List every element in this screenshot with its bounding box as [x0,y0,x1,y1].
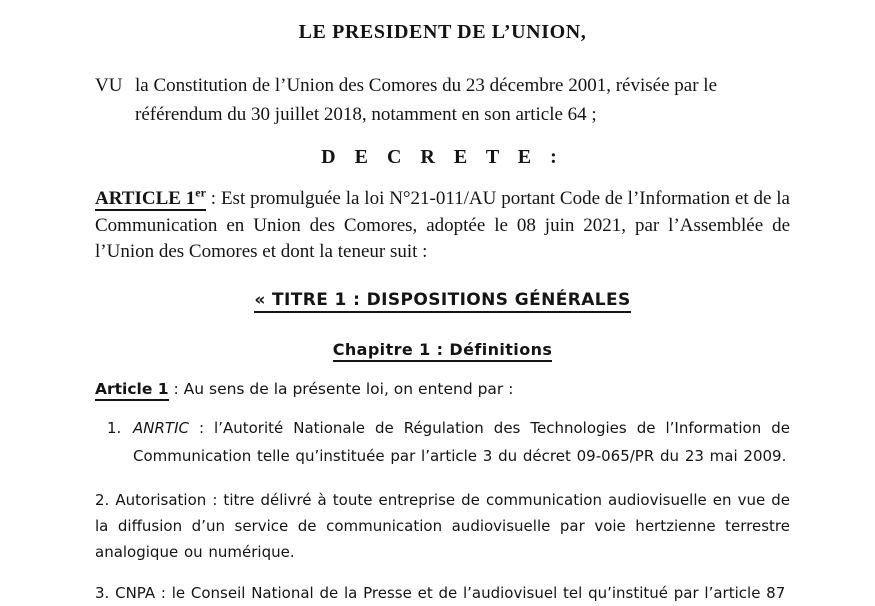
article-1-decree-label-text: ARTICLE 1 [95,188,196,209]
definition-term: ANRTIC [133,418,189,437]
vu-label: VU [95,75,123,96]
definition-term: Autorisation [115,490,207,509]
article-1-law-separator: : [168,379,184,398]
vu-clause [95,72,790,129]
definition-text: : titre délivré à toute entreprise de communication audiovisuelle en vue de la diffusion d’un service de communication audiovisuelle par voie hertzienne terrestre analogique ou numérique. [95,490,790,561]
chapitre-1-heading [95,338,790,361]
definition-text: : l’Autorité Nationale de Régulation des Technologies de l’Information de Communication telle qu’instituée par l’article 3 du décret 09-065/PR du 23 mai 2009. [133,418,790,465]
article-1-decree-label [95,185,206,211]
definition-item-cnpa [95,580,790,606]
definition-number: 3. [95,583,110,602]
article-1-decree-paragraph [95,186,790,266]
chapitre-1-heading-text: Chapitre 1 : Définitions [333,340,553,362]
definition-number: 1. [107,418,122,437]
titre-1-heading [95,288,790,312]
article-1-decree-text: Est promulguée la loi N°21-011/AU portant Code de l’Information et de la Communication en Union des Comores, adoptée le 08 juin 2021, par l’Assemblée de l’Union des Comores et dont la teneur suit : [95,188,790,262]
definition-text: : le Conseil National de la Presse et de l’audiovisuel tel qu’institué par l’article 87 [155,583,786,602]
definition-number: 2. [95,490,110,509]
definition-item-anrtic [107,414,790,470]
definition-term: CNPA [115,583,156,602]
decree-heading: D E C R E T E : [321,146,564,168]
definition-item-autorisation [95,487,790,565]
vu-text: la Constitution de l’Union des Comores du 23 décembre 2001, révisée par le référendum du 30 juillet 2018, notamment en son article 64 ; [135,75,718,125]
article-1-decree-label-superscript: er [195,185,206,200]
article-1-law-line [95,378,790,400]
document-title: LE PRESIDENT DE L’UNION, [298,21,587,43]
titre-1-heading-text: « TITRE 1 : DISPOSITIONS GÉNÉRALES [254,290,630,313]
article-1-law-label: Article 1 [95,380,169,401]
definition-body [133,414,790,470]
article-1-law-text: Au sens de la présente loi, on entend par : [183,379,514,398]
article-1-decree-separator: : [205,188,221,209]
